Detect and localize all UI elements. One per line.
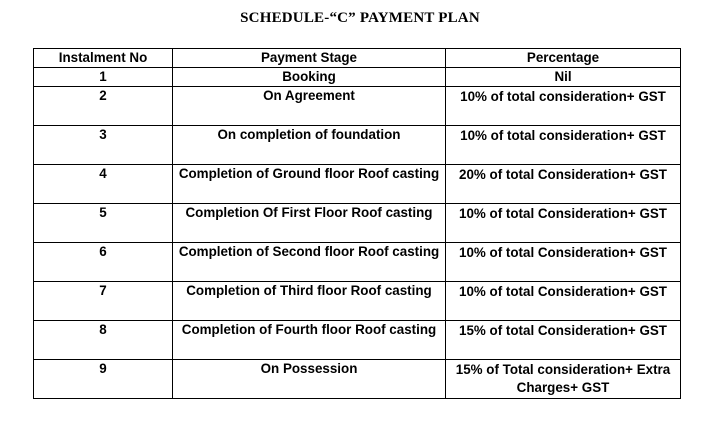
header-percentage: Percentage [446,49,681,68]
instalment-no-cell: 2 [34,87,173,126]
instalment-no-cell: 3 [34,126,173,165]
percentage-text: 10% of total consideration+ GST [460,128,666,143]
percentage-text: 10% of total Consideration+ GST [459,284,667,299]
instalment-no-cell: 7 [34,282,173,321]
percentage-cell [446,282,681,321]
percentage-text: 15% of Total consideration+ Extra Charges+ GST [455,362,671,395]
instalment-no-cell: 8 [34,321,173,360]
percentage-text: 20% of total Consideration+ GST [459,167,667,182]
percentage-cell: Nil [446,68,681,87]
payment-stage-cell: On Possession [173,360,446,399]
page-title: SCHEDULE-“C” PAYMENT PLAN [240,10,480,26]
table-row [34,282,681,321]
table-row [34,360,681,399]
instalment-no-cell: 9 [34,360,173,399]
payment-plan-table [33,48,681,399]
table-row [34,126,681,165]
percentage-cell [446,87,681,126]
table-row [34,165,681,204]
percentage-cell [446,204,681,243]
instalment-no-cell: 6 [34,243,173,282]
payment-stage-cell: Completion Of First Floor Roof casting [173,204,446,243]
percentage-cell [446,165,681,204]
table-header-row [34,49,681,68]
percentage-text: 15% of total Consideration+ GST [459,323,667,338]
table-row [34,204,681,243]
payment-stage-cell: Booking [173,68,446,87]
payment-stage-cell: On completion of foundation [173,126,446,165]
percentage-text: 10% of total Consideration+ GST [459,245,667,260]
table-row [34,321,681,360]
percentage-cell [446,243,681,282]
payment-stage-cell: Completion of Ground floor Roof casting [173,165,446,204]
percentage-cell [446,321,681,360]
instalment-no-cell: 1 [34,68,173,87]
payment-stage-cell: Completion of Third floor Roof casting [173,282,446,321]
table-row [34,243,681,282]
percentage-text: 10% of total Consideration+ GST [459,206,667,221]
percentage-cell [446,360,681,399]
payment-stage-cell: Completion of Fourth floor Roof casting [173,321,446,360]
percentage-text: 10% of total consideration+ GST [460,89,666,104]
header-payment-stage: Payment Stage [173,49,446,68]
table-row [34,87,681,126]
table-row [34,68,681,87]
payment-stage-cell: On Agreement [173,87,446,126]
percentage-cell [446,126,681,165]
instalment-no-cell: 4 [34,165,173,204]
header-instalment-no: Instalment No [34,49,173,68]
payment-stage-cell: Completion of Second floor Roof casting [173,243,446,282]
instalment-no-cell: 5 [34,204,173,243]
